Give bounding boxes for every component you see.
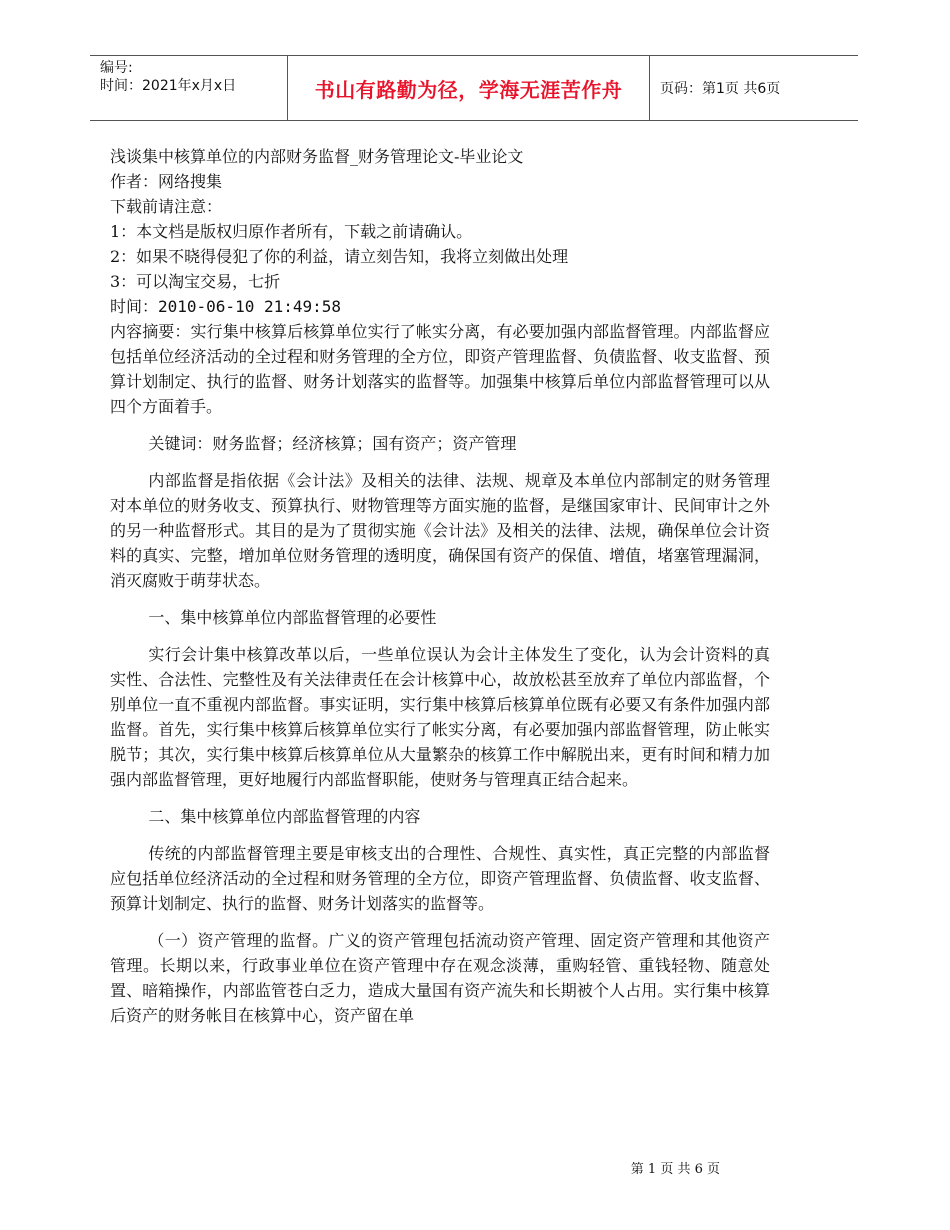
time-line: 时间：2010-06-10 21:49:58 xyxy=(110,297,342,316)
abstract-paragraph: 内容摘要：实行集中核算后核算单位实行了帐实分离，有必要加强内部监督管理。内部监督应包括单位经济活动的全过程和财务管理的全方位，即资产管理监督、负债监督、收支监督、预算计划制定、执行的监督、财务计划落实的监督等。加强集中核算后单位内部监督管理可以从四个方面着手。 xyxy=(110,322,770,416)
notice-item: 1：本文档是版权归原作者所有，下载之前请确认。 xyxy=(110,222,473,241)
section-heading: 一、集中核算单位内部监督管理的必要性 xyxy=(148,608,437,627)
body-paragraph: 实行会计集中核算改革以后，一些单位误认为会计主体发生了变化，认为会计资料的真实性、合法性、完整性及有关法律责任在会计核算中心，故放松甚至放弃了单位内部监督，个别单位一直不重视内部监督。事实证明，实行集中核算后核算单位既有必要又有条件加强内部监督。首先，实行集中核算后核算单位实行了帐实分离，有必要加强内部监督管理，防止帐实脱节；其次，实行集中核算后核算单位从大量繁杂的核算工作中解脱出来，更有时间和精力加强内部监督管理，更好地履行内部监督职能，使财务与管理真正结合起来。 xyxy=(110,645,770,789)
header-slogan: 书山有路勤为径，学海无涯苦作舟 xyxy=(287,56,650,120)
header-table xyxy=(90,55,858,121)
document-title: 浅谈集中核算单位的内部财务监督_财务管理论文-毕业论文 xyxy=(110,147,524,166)
header-page-info: 页码：第1页 共6页 xyxy=(660,81,781,97)
header-left-cell xyxy=(90,56,287,120)
body-paragraph: 内部监督是指依据《会计法》及相关的法律、法规、规章及本单位内部制定的财务管理对本单位的财务收支、预算执行、财物管理等方面实施的监督，是继国家审计、民间审计之外的另一种监督形式。其目的是为了贯彻实施《会计法》及相关的法律、法规，确保单位会计资料的真实、完整，增加单位财务管理的透明度，确保国有资产的保值、增值，堵塞管理漏洞，消灭腐败于萌芽状态。 xyxy=(110,471,770,590)
author-line: 作者：网络搜集 xyxy=(110,172,223,191)
section-heading: 二、集中核算单位内部监督管理的内容 xyxy=(148,807,421,826)
page-footer: 第 1 页 共 6 页 xyxy=(630,1162,720,1177)
body-paragraph: （一）资产管理的监督。广义的资产管理包括流动资产管理、固定资产管理和其他资产管理。长期以来，行政事业单位在资产管理中存在观念淡薄，重购轻管、重钱轻物、随意处置、暗箱操作，内部监管苍白乏力，造成大量国有资产流失和长期被个人占用。实行集中核算后资产的财务帐目在核算中心，资产留在单 xyxy=(110,931,770,1025)
notice-item: 2：如果不晓得侵犯了你的利益，请立刻告知，我将立刻做出处理 xyxy=(110,247,569,266)
number-label: 编号: xyxy=(100,60,133,76)
time-label: 时间：2021年x月x日 xyxy=(100,78,237,94)
notice-item: 3：可以淘宝交易，七折 xyxy=(110,272,281,291)
body-paragraph: 传统的内部监督管理主要是审核支出的合理性、合规性、真实性，真正完整的内部监督应包括单位经济活动的全过程和财务管理的全方位，即资产管理监督、负债监督、收支监督、预算计划制定、执行的监督、财务计划落实的监督等。 xyxy=(110,844,770,913)
document-body xyxy=(110,144,770,1028)
keywords-line: 关键词：财务监督；经济核算；国有资产；资产管理 xyxy=(148,434,517,453)
notice-heading: 下载前请注意： xyxy=(110,197,223,216)
